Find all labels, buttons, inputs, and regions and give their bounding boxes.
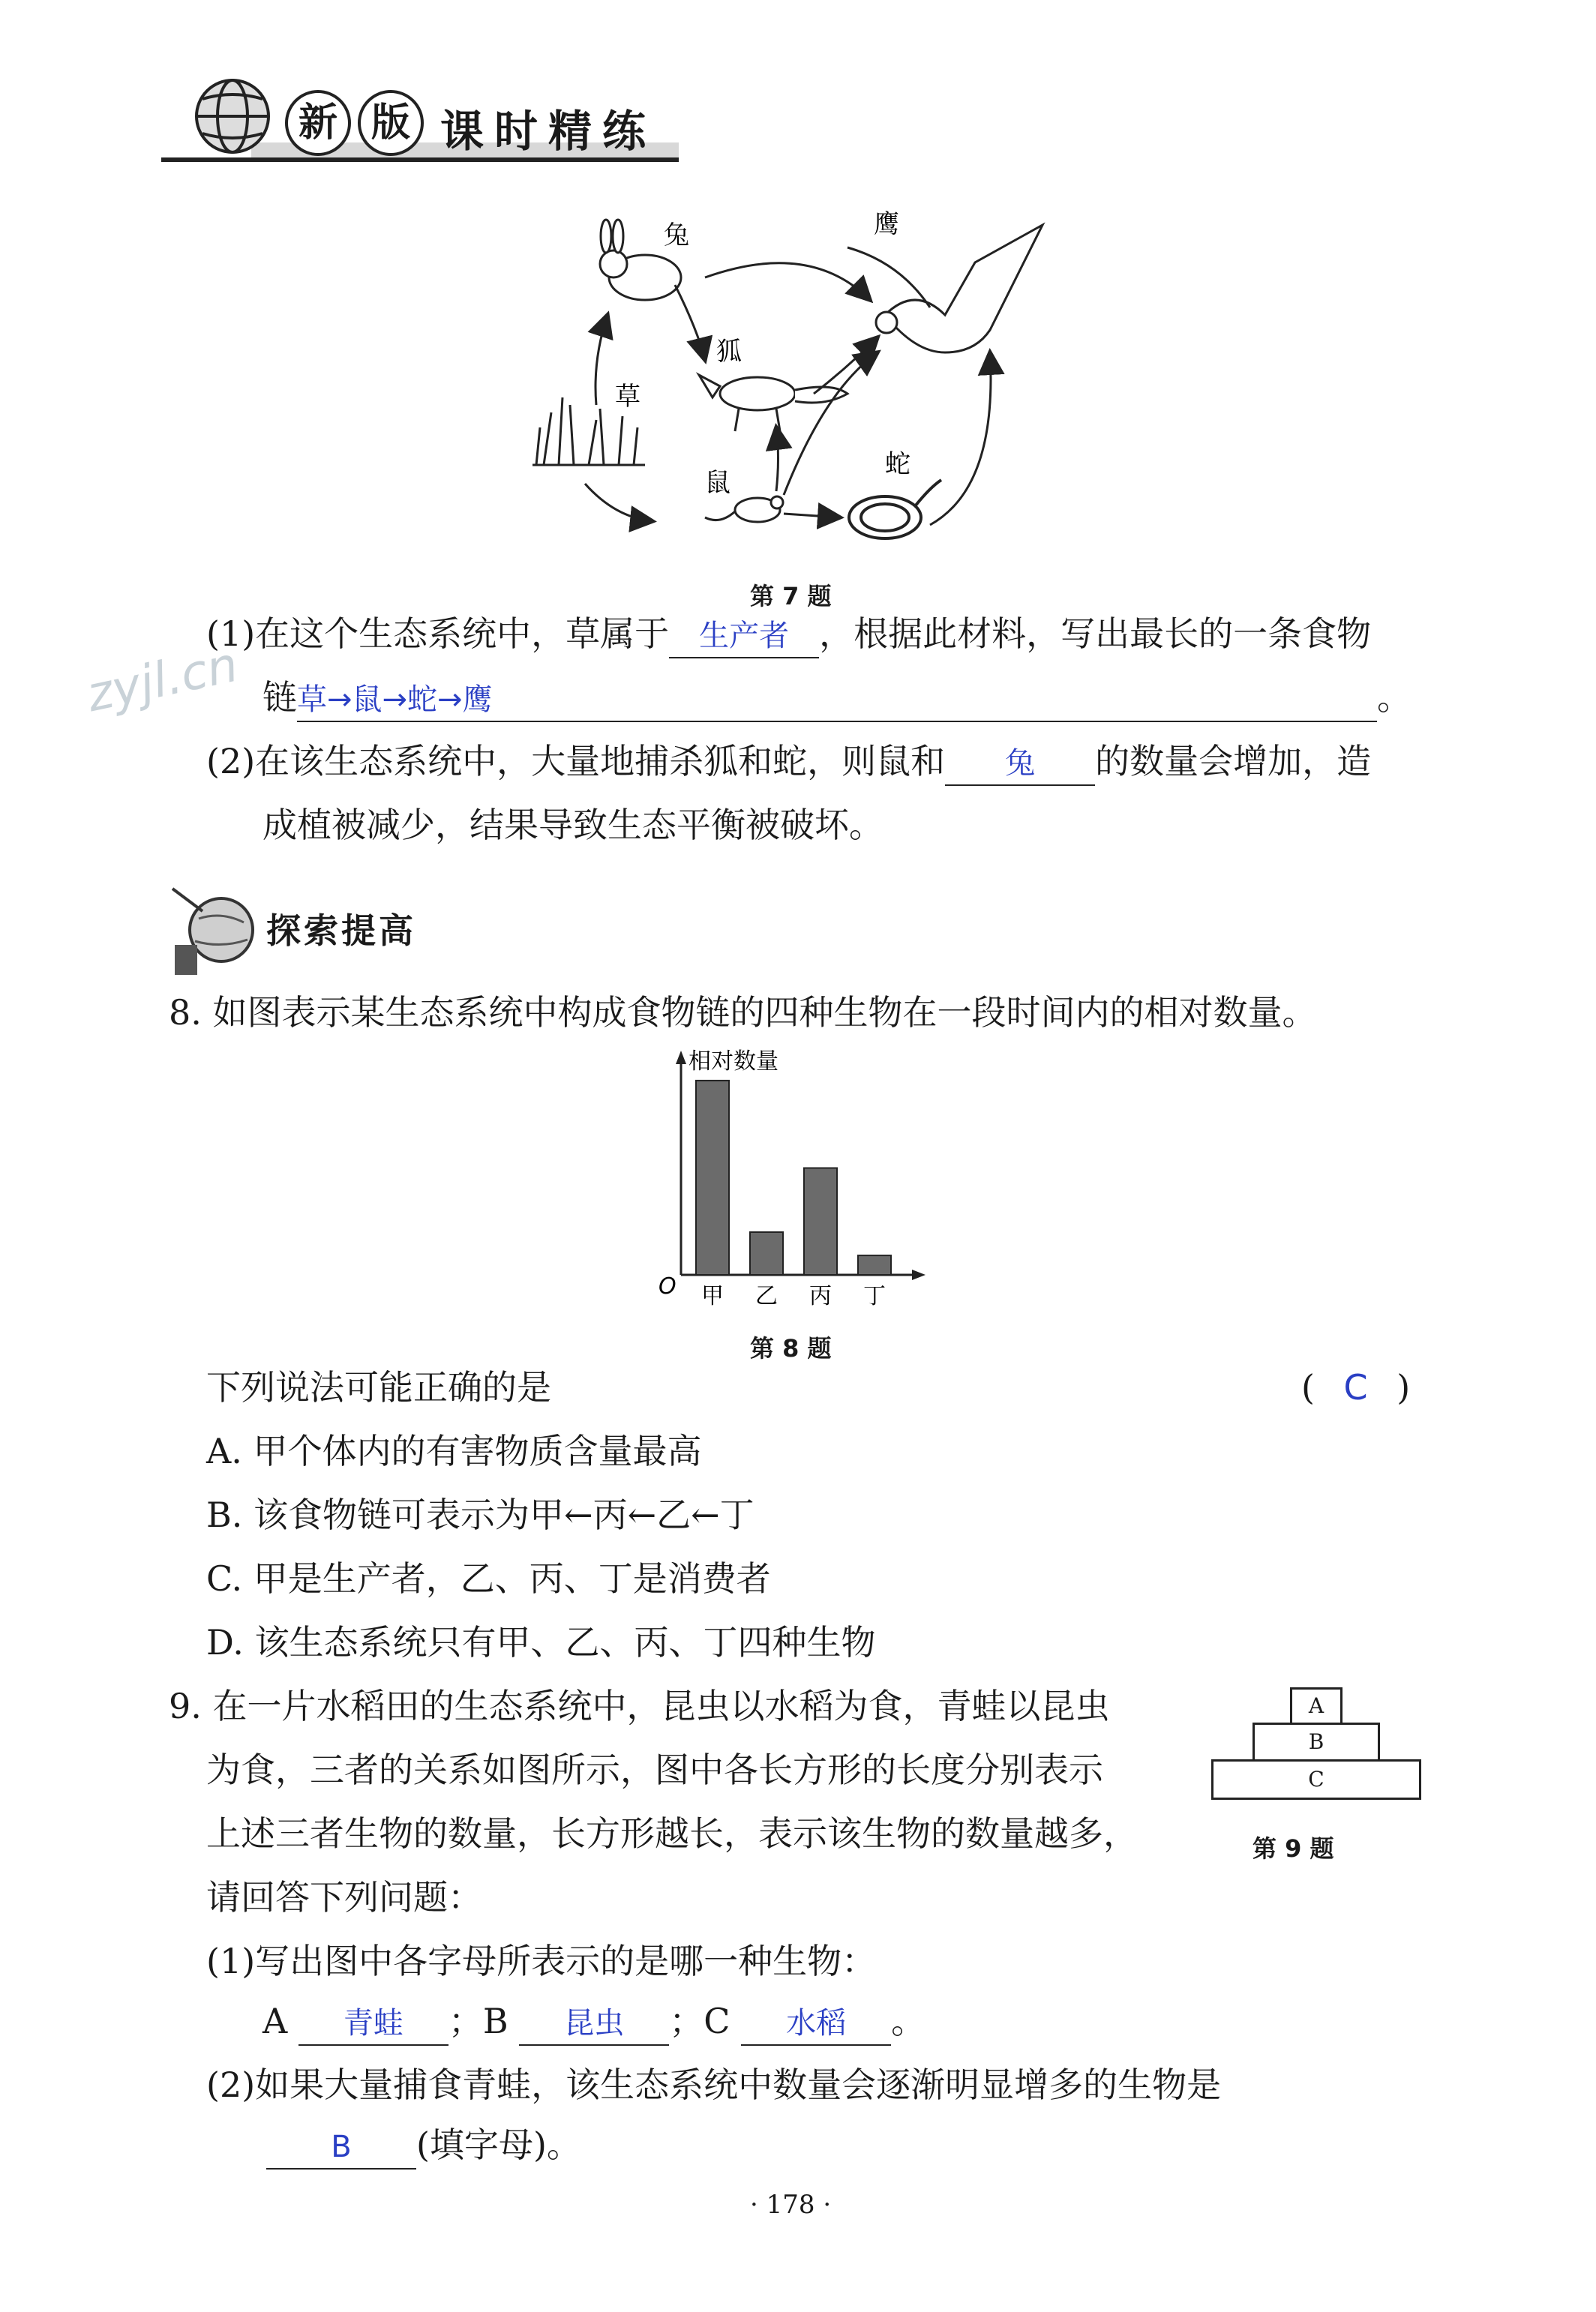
- q9-part1: (1)写出图中各字母所表示的是哪一种生物：: [206, 1941, 877, 1981]
- x-tick-label-4: 丁: [863, 1283, 886, 1309]
- header-title: 课时精练: [440, 106, 657, 157]
- q8-stem: 8. 如图表示某生态系统中构成食物链的四种生物在一段时间内的相对数量。: [169, 992, 1317, 1033]
- magnifier-globe-icon: [169, 881, 259, 979]
- pyramid-label-c: C: [1308, 1767, 1324, 1792]
- q7-part2-line2: 成植被减少，结果导致生态平衡被破坏。: [262, 805, 884, 845]
- q9-part2-suffix: (填字母)。: [416, 2125, 581, 2165]
- q9-answer-part2[interactable]: B: [266, 2126, 416, 2170]
- q8-option-a[interactable]: A. 甲个体内的有害物质含量最高: [206, 1431, 702, 1471]
- page-header: [161, 45, 686, 172]
- figure-9-caption: 第 9 题: [1252, 1834, 1334, 1863]
- q9-label-a: A: [262, 2001, 288, 2041]
- x-tick-label-3: 丙: [809, 1283, 832, 1309]
- relative-quantity-bar-chart: [652, 1046, 952, 1324]
- q7-answer-rabbit[interactable]: 兔: [945, 742, 1095, 786]
- bar-1: [696, 1081, 729, 1275]
- section-header: [169, 881, 469, 979]
- q7-part1-chain-label: 链: [262, 677, 297, 718]
- label-eagle: 鹰: [874, 209, 899, 239]
- figure-8-caption: 第 8 题: [750, 1334, 832, 1363]
- label-grass: 草: [615, 382, 640, 412]
- label-rabbit: 兔: [664, 220, 689, 250]
- q9-answer-a[interactable]: 青蛙: [298, 2002, 448, 2046]
- bar-3: [804, 1168, 837, 1276]
- q9-label-c: ；C: [669, 2001, 730, 2041]
- x-tick-label-2: 乙: [755, 1283, 778, 1309]
- q8-paren-close: ): [1396, 1367, 1411, 1408]
- q9-line1: 9. 在一片水稻田的生态系统中，昆虫以水稻为食，青蛙以昆虫: [169, 1686, 1110, 1726]
- label-mouse: 鼠: [705, 468, 730, 498]
- pyramid-level-c: [1211, 1759, 1421, 1800]
- q9-line4: 请回答下列问题：: [206, 1877, 482, 1918]
- q9-answer-b[interactable]: 昆虫: [519, 2002, 669, 2046]
- q7-answer-producer[interactable]: 生产者: [669, 615, 819, 658]
- q9-part2: (2)如果大量捕食青蛙，该生态系统中数量会逐渐明显增多的生物是: [206, 2065, 1222, 2105]
- figure-8: [652, 1046, 952, 1361]
- q7-part1-line2: [262, 675, 1412, 722]
- snake-icon: [849, 480, 941, 538]
- q7-part2-suffix: 的数量会增加，造: [1095, 741, 1372, 781]
- q7-part1-mid: ，根据此材料，写出最长的一条食物: [819, 613, 1372, 654]
- q9-label-b: ；B: [448, 2001, 508, 2041]
- x-tick-label-1: 甲: [701, 1283, 724, 1309]
- q7-answer-food-chain[interactable]: 草→鼠→蛇→鹰: [297, 679, 1377, 722]
- pyramid-level-a: [1290, 1687, 1342, 1725]
- label-fox: 狐: [716, 337, 742, 367]
- q7-part1-end: 。: [1377, 677, 1412, 718]
- globe-logo-icon: [184, 67, 281, 165]
- q9-answer-c[interactable]: 水稻: [741, 2002, 891, 2046]
- mouse-icon: [705, 496, 783, 522]
- pyramid-label-b: B: [1308, 1729, 1324, 1754]
- q7-part2-prefix: (2)在该生态系统中，大量地捕杀狐和蛇，则鼠和: [206, 741, 946, 781]
- eagle-icon: [848, 225, 1042, 352]
- q9-end: 。: [891, 2001, 926, 2041]
- y-axis-arrow-icon: [676, 1051, 686, 1064]
- q9-part2-answer-line: [266, 2122, 581, 2170]
- q7-part1-prefix: (1)在这个生态系统中，草属于: [206, 613, 670, 654]
- q9-line3: 上述三者生物的数量，长方形越长，表示该生物的数量越多，: [206, 1813, 1138, 1854]
- section-title: 探索提高: [266, 910, 416, 951]
- origin-label: O: [658, 1273, 676, 1300]
- q9-part1-answers: [262, 1999, 926, 2046]
- q8-paren-open: (: [1301, 1367, 1315, 1408]
- bar-4: [858, 1255, 891, 1275]
- q8-answer-bracket: [1301, 1365, 1410, 1410]
- figure-7-caption: 第 7 题: [750, 582, 832, 610]
- badge-xin: 新: [285, 90, 351, 156]
- label-snake: 蛇: [885, 449, 910, 479]
- q7-part2-line1: [206, 739, 1371, 786]
- q8-answer[interactable]: C: [1343, 1367, 1368, 1408]
- page-number: · 178 ·: [750, 2190, 832, 2220]
- y-axis-label: 相对数量: [688, 1048, 778, 1075]
- figure-9: [1208, 1680, 1425, 1863]
- q9-line2: 为食，三者的关系如图所示，图中各长方形的长度分别表示: [206, 1750, 1103, 1790]
- figure-7: [525, 202, 1065, 610]
- pyramid-label-a: A: [1308, 1693, 1324, 1718]
- q8-option-d[interactable]: D. 该生态系统只有甲、乙、丙、丁四种生物: [206, 1622, 876, 1663]
- x-axis-arrow-icon: [912, 1270, 926, 1280]
- q8-option-c[interactable]: C. 甲是生产者，乙、丙、丁是消费者: [206, 1558, 771, 1599]
- q8-option-b[interactable]: B. 该食物链可表示为甲←丙←乙←丁: [206, 1495, 754, 1535]
- badge-ban: 版: [358, 90, 424, 156]
- header-rule: [161, 157, 679, 162]
- pyramid-level-b: [1252, 1723, 1380, 1762]
- q7-part1-line1: [206, 611, 1371, 658]
- watermark: zyjl.cn: [82, 637, 243, 724]
- bar-2: [750, 1232, 783, 1275]
- food-web-diagram: [525, 202, 1065, 577]
- q8-question: 下列说法可能正确的是: [206, 1367, 551, 1408]
